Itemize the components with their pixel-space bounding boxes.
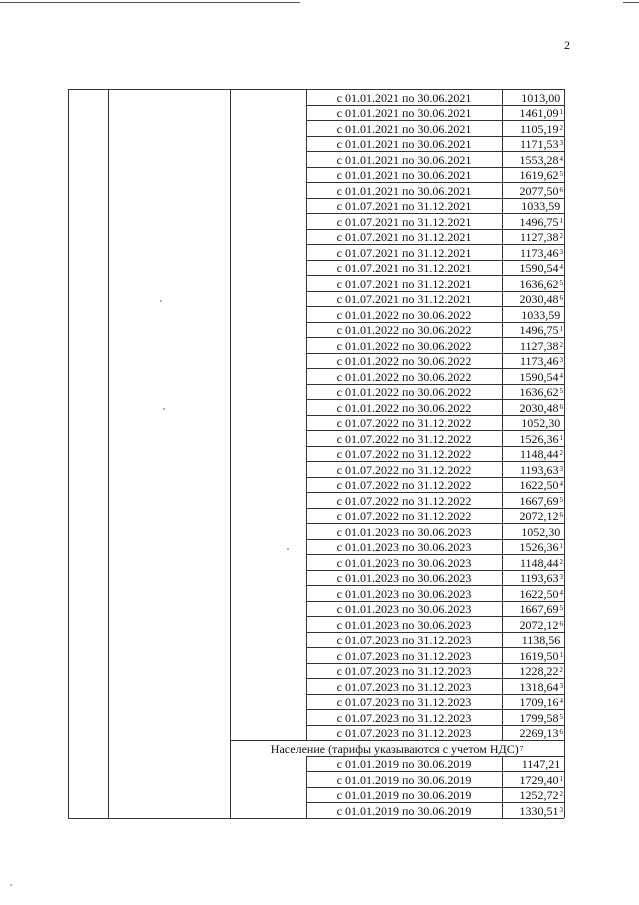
tariff-cell <box>503 384 563 400</box>
footnote-marker: 4 <box>559 480 563 488</box>
tariff-value: 1052,30 <box>521 524 561 539</box>
footnote-marker: 5 <box>559 387 563 395</box>
tariff-value: 1105,19 <box>519 121 559 136</box>
tariff-cell <box>503 183 563 199</box>
footnote-marker: 6 <box>559 294 563 302</box>
tariff-cell <box>503 136 563 152</box>
period-cell: с 01.01.2021 по 30.06.2021 <box>336 137 472 151</box>
tariff-cell <box>503 276 563 292</box>
tariff-cell <box>503 415 563 431</box>
table-border <box>68 818 564 819</box>
tariff-value: 1193,63 <box>519 571 559 585</box>
footnote-marker: 2 <box>559 557 563 566</box>
scan-speck <box>287 548 289 550</box>
footnote-marker: 7 <box>519 744 524 753</box>
footnote-marker: 5 <box>559 170 563 178</box>
tariff-cell <box>503 353 563 369</box>
column-rule <box>108 89 109 818</box>
tariff-value: 1127,38 <box>519 230 559 244</box>
period-cell: с 01.07.2023 по 31.12.2023 <box>336 648 472 663</box>
period-cell: с 01.01.2021 по 30.06.2021 <box>336 152 472 167</box>
tariff-cell <box>503 803 563 819</box>
tariff-value: 1590,54 <box>519 261 559 275</box>
tariff-value: 2072,12 <box>519 617 559 632</box>
tariff-cell <box>503 710 563 726</box>
period-cell: с 01.01.2021 по 30.06.2021 <box>336 90 472 105</box>
footnote-marker: 1 <box>559 542 563 550</box>
period-cell: с 01.07.2021 по 31.12.2021 <box>336 245 472 260</box>
footnote-marker: 4 <box>559 588 563 597</box>
tariff-value: 1496,75 <box>519 214 559 229</box>
tariff-value: 2072,12 <box>519 509 559 523</box>
tariff-cell <box>503 245 563 261</box>
footnote-marker: 3 <box>559 139 563 147</box>
footnote-marker: 6 <box>559 728 563 736</box>
period-cell: с 01.07.2022 по 31.12.2022 <box>336 493 472 508</box>
tariff-value: 1667,69 <box>519 493 559 508</box>
scan-speck <box>160 300 162 302</box>
column-rule <box>564 89 565 818</box>
period-cell: с 01.07.2023 по 31.12.2023 <box>336 710 472 725</box>
tariff-value: 1127,38 <box>519 338 559 353</box>
tariff-cell <box>503 229 563 245</box>
tariff-value: 1252,72 <box>519 788 559 802</box>
tariff-value: 1147,21 <box>521 757 561 771</box>
tariff-cell <box>503 493 563 509</box>
tariff-value: 1052,30 <box>521 416 561 430</box>
period-cell: с 01.07.2021 по 31.12.2021 <box>336 199 472 213</box>
tariff-cell <box>503 214 563 230</box>
tariff-cell <box>503 369 563 385</box>
tariff-cell <box>503 632 563 648</box>
footnote-marker: 3 <box>559 356 563 364</box>
scan-speck <box>163 408 165 410</box>
tariff-value: 1729,40 <box>519 772 559 787</box>
period-cell: с 01.07.2022 по 31.12.2022 <box>336 431 472 446</box>
section-header <box>230 741 564 757</box>
footnote-marker: 4 <box>559 697 563 705</box>
footnote-marker: 2 <box>559 340 563 349</box>
period-cell: с 01.07.2023 по 31.12.2023 <box>336 664 472 678</box>
footnote-marker: 2 <box>559 790 563 798</box>
tariff-value: 1193,63 <box>519 462 559 477</box>
period-cell: с 01.07.2021 по 31.12.2021 <box>336 214 472 229</box>
footnote-marker: 4 <box>559 371 563 380</box>
period-cell: с 01.01.2019 по 30.06.2019 <box>336 788 472 802</box>
period-cell: с 01.07.2021 по 31.12.2021 <box>336 230 472 244</box>
period-cell: с 01.07.2022 по 31.12.2022 <box>336 447 472 461</box>
tariff-value: 1148,44 <box>519 555 559 570</box>
period-cell: с 01.01.2019 по 30.06.2019 <box>336 757 472 771</box>
tariff-value: 2030,48 <box>519 292 559 306</box>
tariff-value: 1148,44 <box>519 447 559 461</box>
footnote-marker: 5 <box>559 712 563 721</box>
tariff-value: 1667,69 <box>519 602 559 616</box>
tariff-value: 1173,46 <box>519 245 559 260</box>
tariff-value: 1619,50 <box>519 648 559 663</box>
table-border <box>68 89 564 90</box>
footnote-marker: 6 <box>559 511 563 519</box>
tariff-cell <box>503 508 563 524</box>
footnote-marker: 6 <box>559 402 563 411</box>
tariff-cell <box>503 772 563 788</box>
tariff-value: 1799,58 <box>519 710 559 725</box>
period-cell: с 01.07.2022 по 31.12.2022 <box>336 478 472 492</box>
footnote-marker: 3 <box>559 247 563 256</box>
tariff-cell <box>503 167 563 183</box>
column-rule <box>230 89 231 818</box>
period-cell: с 01.01.2019 по 30.06.2019 <box>336 803 472 818</box>
tariff-value: 2077,50 <box>519 183 559 198</box>
tariff-value: 1318,64 <box>519 679 559 694</box>
tariff-value: 1553,28 <box>519 152 559 167</box>
period-cell: с 01.01.2021 по 30.06.2021 <box>336 121 472 136</box>
period-cell: с 01.01.2021 по 30.06.2021 <box>336 106 472 120</box>
tariff-value: 2269,13 <box>519 726 559 740</box>
period-cell: с 01.01.2023 по 30.06.2023 <box>336 586 472 601</box>
period-cell: с 01.01.2022 по 30.06.2022 <box>336 323 472 337</box>
tariff-cell <box>503 260 563 276</box>
tariff-cell <box>503 307 563 323</box>
footnote-marker: 3 <box>559 681 563 690</box>
tariff-value: 1709,16 <box>519 695 559 709</box>
tariff-cell <box>503 291 563 307</box>
period-cell: с 01.01.2023 по 30.06.2023 <box>336 617 472 632</box>
footnote-marker: 6 <box>559 619 563 628</box>
footnote-marker: 1 <box>559 433 563 442</box>
tariff-value: 1033,59 <box>521 307 561 322</box>
header-rule-right <box>623 2 639 3</box>
footnote-marker: 1 <box>559 650 563 659</box>
period-cell: с 01.07.2023 по 31.12.2023 <box>336 679 472 694</box>
tariff-cell <box>503 787 563 803</box>
footnote-marker: 2 <box>559 232 563 240</box>
tariff-cell <box>503 446 563 462</box>
footnote-marker: 3 <box>559 573 563 581</box>
footnote-marker: 3 <box>559 464 563 473</box>
footnote-marker: 2 <box>559 123 563 132</box>
tariff-cell <box>503 322 563 338</box>
tariff-cell <box>503 539 563 555</box>
tariff-cell <box>503 756 563 772</box>
footnote-marker: 1 <box>559 216 563 225</box>
tariff-cell <box>503 524 563 540</box>
period-cell: с 01.07.2021 по 31.12.2021 <box>336 292 472 306</box>
tariff-cell <box>503 198 563 214</box>
tariff-cell <box>503 555 563 571</box>
scan-speck <box>10 884 12 886</box>
tariff-cell <box>503 679 563 695</box>
period-cell: с 01.07.2023 по 31.12.2023 <box>336 726 472 740</box>
tariff-cell <box>503 105 563 121</box>
period-cell: с 01.01.2021 по 30.06.2021 <box>336 168 472 182</box>
section-header-text: Население (тарифы указываются с учетом НДС) <box>270 741 519 756</box>
footnote-marker: 4 <box>559 263 563 271</box>
tariff-value: 1526,36 <box>519 431 559 446</box>
period-cell: с 01.07.2022 по 31.12.2022 <box>336 509 472 523</box>
period-cell: с 01.07.2021 по 31.12.2021 <box>336 276 472 291</box>
period-cell: с 01.01.2022 по 30.06.2022 <box>336 400 472 415</box>
tariff-cell <box>503 431 563 447</box>
tariff-value: 1636,62 <box>519 385 559 399</box>
tariff-cell <box>503 601 563 617</box>
tariff-cell <box>503 477 563 493</box>
tariff-value: 1171,53 <box>519 137 559 151</box>
period-cell: с 01.01.2022 по 30.06.2022 <box>336 385 472 399</box>
period-cell: с 01.01.2022 по 30.06.2022 <box>336 354 472 368</box>
period-cell: с 01.01.2019 по 30.06.2019 <box>336 772 472 787</box>
tariff-cell <box>503 617 563 633</box>
tariff-cell <box>503 121 563 137</box>
period-cell: с 01.07.2023 по 31.12.2023 <box>336 695 472 709</box>
tariff-value: 1013,00 <box>521 90 561 105</box>
column-rule <box>68 89 69 818</box>
tariff-value: 1330,51 <box>519 803 559 818</box>
tariff-value: 1526,36 <box>519 540 559 554</box>
header-rule <box>0 2 300 3</box>
tariff-value: 1619,62 <box>519 168 559 182</box>
tariff-cell <box>503 152 563 168</box>
page-number: 2 <box>564 38 570 52</box>
tariff-value: 1622,50 <box>519 586 559 601</box>
tariff-cell <box>503 663 563 679</box>
footnote-marker: 4 <box>559 154 563 163</box>
tariff-value: 2030,48 <box>519 400 559 415</box>
tariff-value: 1636,62 <box>519 276 559 291</box>
footnote-marker: 1 <box>559 325 563 333</box>
tariff-cell <box>503 725 563 741</box>
tariff-value: 1173,46 <box>519 354 559 368</box>
tariff-value: 1228,22 <box>519 664 559 678</box>
period-cell: с 01.01.2023 по 30.06.2023 <box>336 540 472 554</box>
footnote-marker: 5 <box>559 604 563 612</box>
tariff-cell <box>503 586 563 602</box>
tariff-cell <box>503 694 563 710</box>
tariff-cell <box>503 462 563 478</box>
footnote-marker: 2 <box>559 666 563 674</box>
footnote-marker: 3 <box>559 805 563 814</box>
period-cell: с 01.01.2023 по 30.06.2023 <box>336 602 472 616</box>
period-cell: с 01.01.2023 по 30.06.2023 <box>336 571 472 585</box>
period-cell: с 01.01.2021 по 30.06.2021 <box>336 183 472 198</box>
period-cell: с 01.01.2022 по 30.06.2022 <box>336 307 472 322</box>
tariff-value: 1496,75 <box>519 323 559 337</box>
tariff-value: 1461,09 <box>519 106 559 120</box>
period-cell: с 01.01.2022 по 30.06.2022 <box>336 338 472 353</box>
footnote-marker: 5 <box>559 495 563 504</box>
footnote-marker: 5 <box>559 278 563 287</box>
period-cell: с 01.01.2022 по 30.06.2022 <box>336 369 472 384</box>
tariff-value: 1138,56 <box>521 633 561 647</box>
tariff-value: 1622,50 <box>519 478 559 492</box>
tariff-cell <box>503 570 563 586</box>
period-cell: с 01.01.2023 по 30.06.2023 <box>336 555 472 570</box>
period-cell: с 01.07.2023 по 31.12.2023 <box>336 633 472 647</box>
tariff-cell <box>503 400 563 416</box>
tariff-value: 1590,54 <box>519 369 559 384</box>
tariff-cell <box>503 648 563 664</box>
period-cell: с 01.07.2022 по 31.12.2022 <box>336 416 472 430</box>
footnote-marker: 1 <box>559 108 563 116</box>
tariff-cell <box>503 90 563 106</box>
period-cell: с 01.01.2023 по 30.06.2023 <box>336 524 472 539</box>
tariff-value: 1033,59 <box>521 199 561 213</box>
footnote-marker: 1 <box>559 774 563 783</box>
tariff-cell <box>503 338 563 354</box>
footnote-marker: 6 <box>559 185 563 194</box>
period-cell: с 01.07.2022 по 31.12.2022 <box>336 462 472 477</box>
period-cell: с 01.07.2021 по 31.12.2021 <box>336 261 472 275</box>
row-rule <box>306 756 564 757</box>
footnote-marker: 2 <box>559 449 563 457</box>
